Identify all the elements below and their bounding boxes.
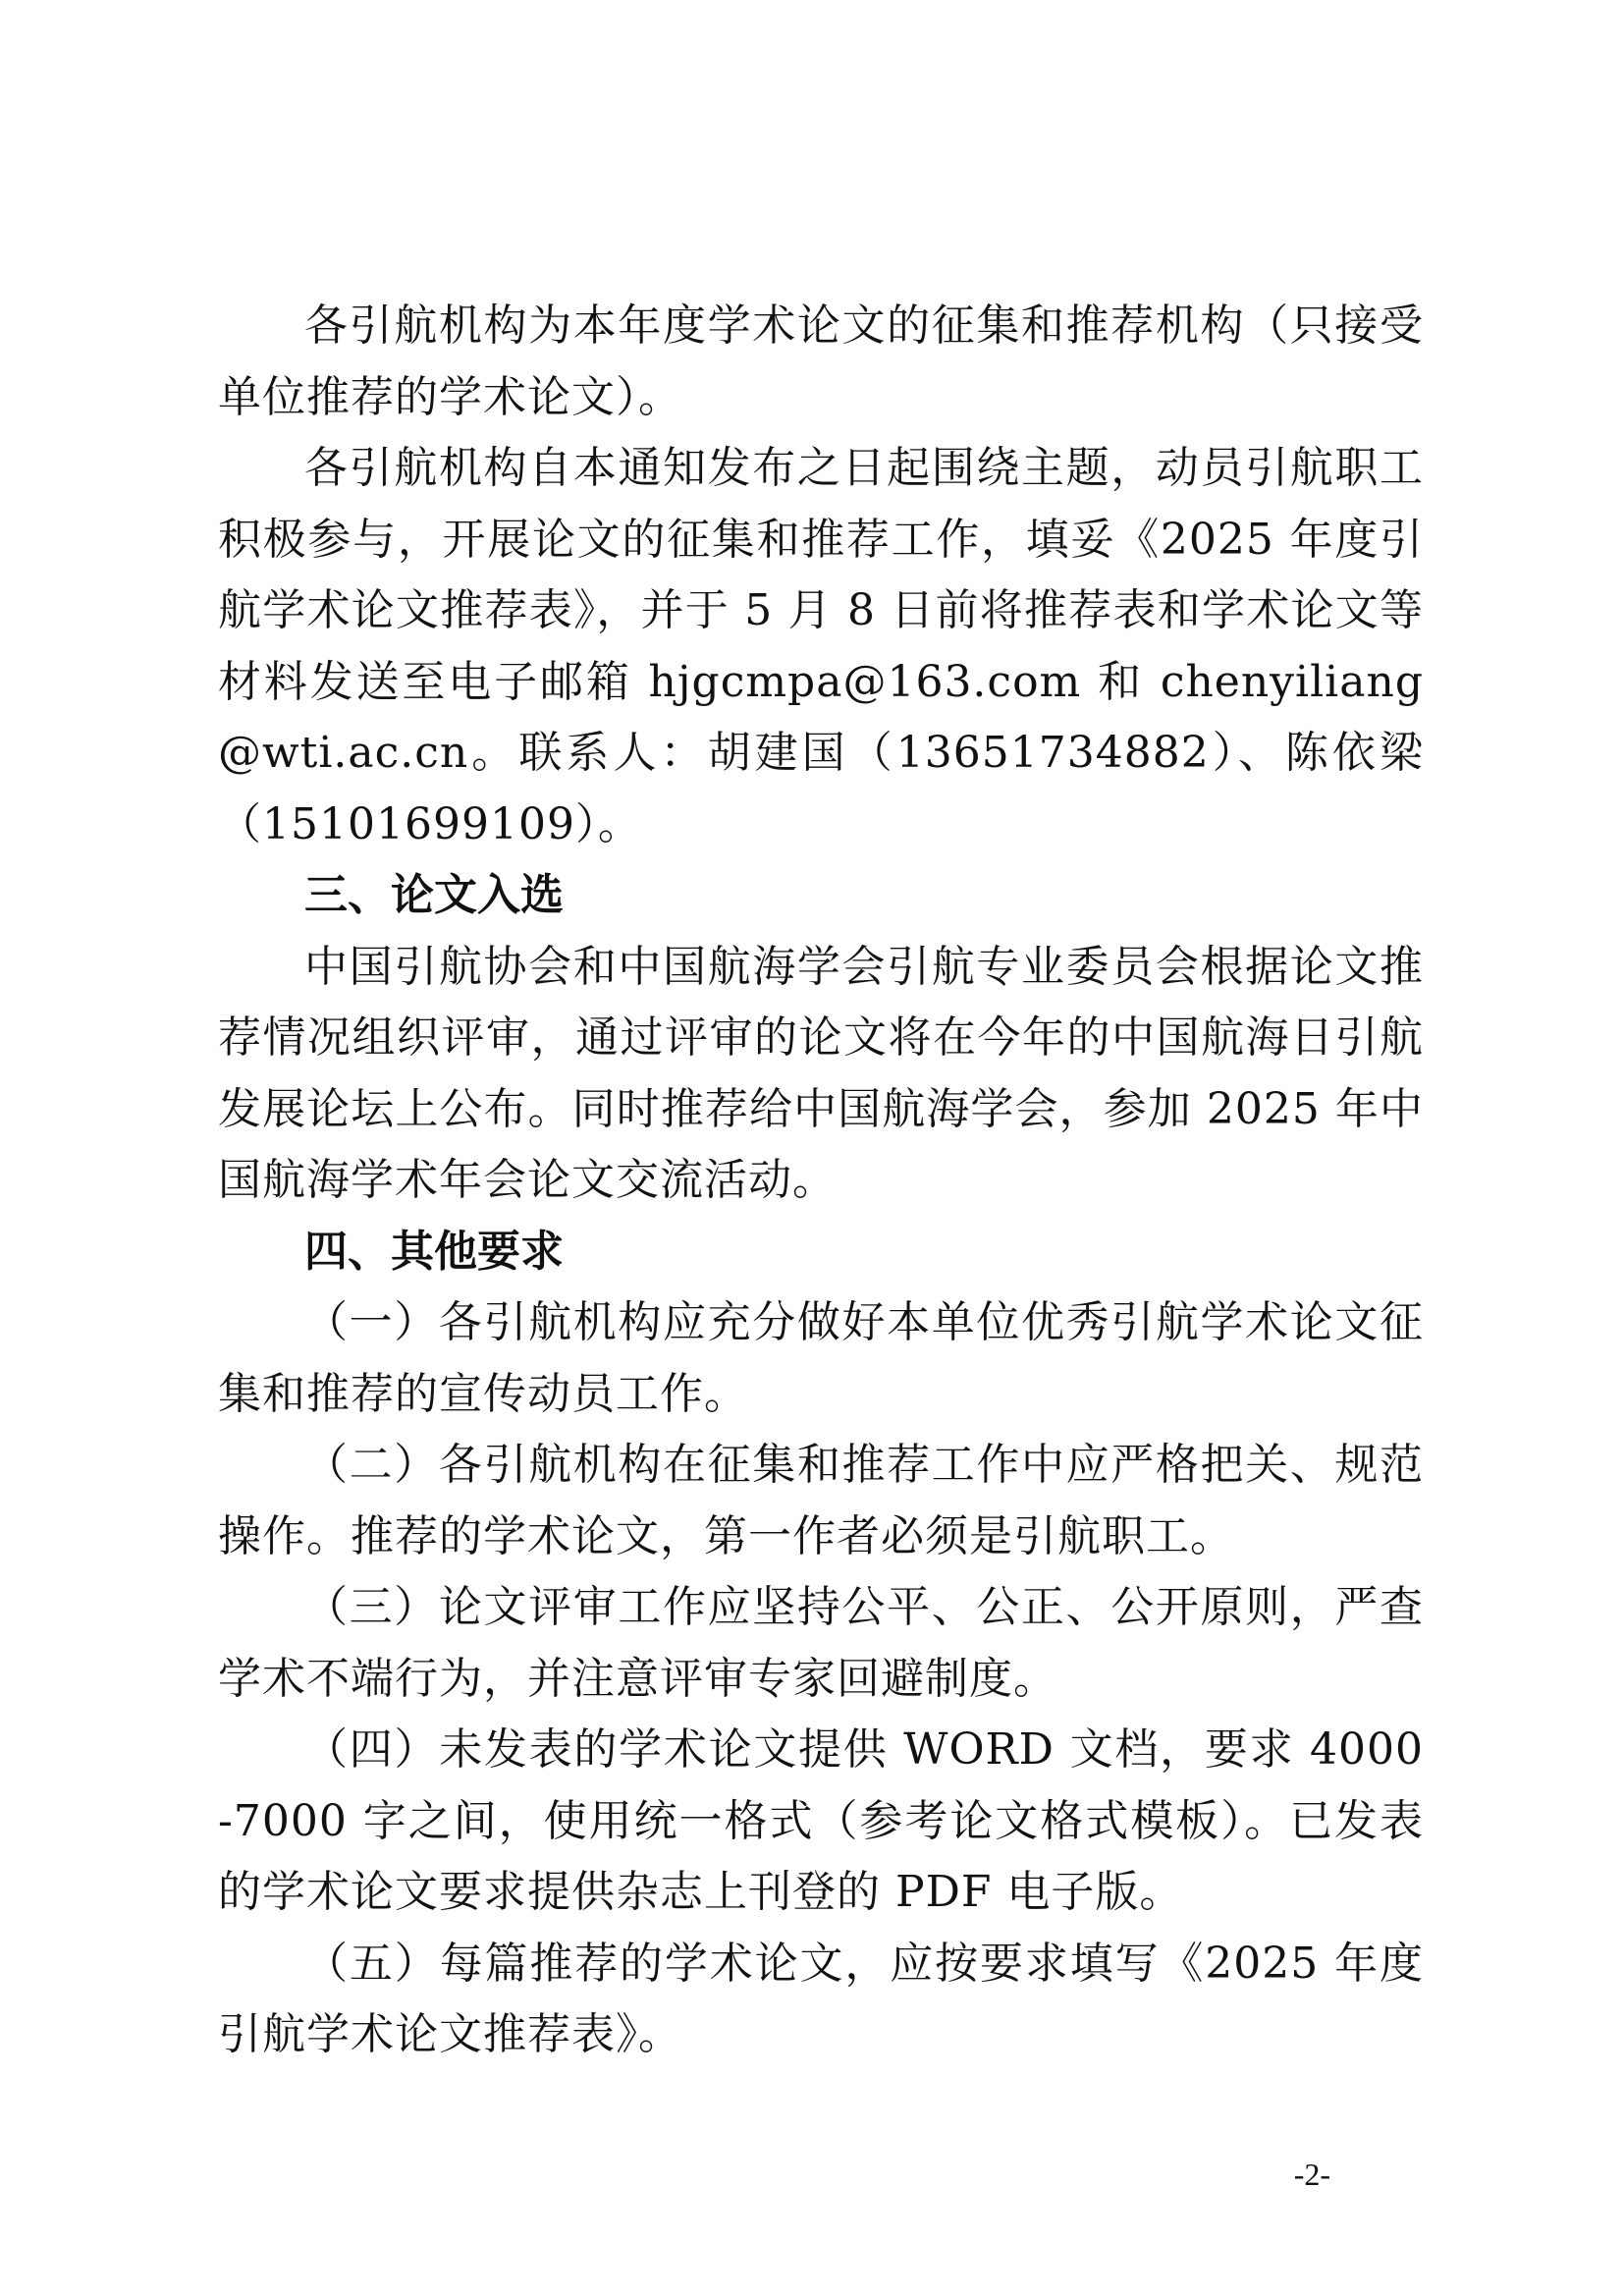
section-heading-4: 四、其他要求 — [304, 1226, 564, 1277]
requirement-item-3: （三）论文评审工作应坚持公平、公正、公开原则，严查学术不端行为，并注意评审专家回避制度。 — [218, 1582, 1424, 1704]
paragraph-selection: 中国引航协会和中国航海学会引航专业委员会根据论文推荐情况组织评审，通过评审的论文将在今年的中国航海日引航发展论坛上公布。同时推荐给中国航海学会，参加 2025 年中国航海学术年会论文交流活动。 — [218, 941, 1424, 1205]
requirement-item-5: （五）每篇推荐的学术论文，应按要求填写《2025 年度引航学术论文推荐表》。 — [218, 1938, 1424, 2059]
requirement-item-4: （四）未发表的学术论文提供 WORD 文档，要求 4000-7000 字之间，使用统一格式（参考论文格式模板）。已发表的学术论文要求提供杂志上刊登的 PDF 电子版。 — [218, 1724, 1424, 1917]
section-heading-3: 三、论文入选 — [304, 870, 564, 920]
page-number: -2- — [1293, 2157, 1330, 2192]
paragraph-recommending-body: 各引航机构为本年度学术论文的征集和推荐机构（只接受单位推荐的学术论文）。 — [218, 301, 1424, 422]
paragraph-submission-instructions: 各引航机构自本通知发布之日起围绕主题，动员引航职工积极参与，开展论文的征集和推荐工作，填妥《2025 年度引航学术论文推荐表》，并于 5 月 8 日前将推荐表和学术论文等材料发送至电子邮箱 hjgcmpa@163.com 和 chenyiliang@wti.ac.cn。联系人：胡建国（13651734882）、陈依梁（15101699109）。 — [218, 443, 1424, 849]
requirement-item-1: （一）各引航机构应充分做好本单位优秀引航学术论文征集和推荐的宣传动员工作。 — [218, 1297, 1424, 1419]
document-body — [218, 291, 1424, 2071]
requirement-item-2: （二）各引航机构在征集和推荐工作中应严格把关、规范操作。推荐的学术论文，第一作者必须是引航职工。 — [218, 1440, 1424, 1561]
